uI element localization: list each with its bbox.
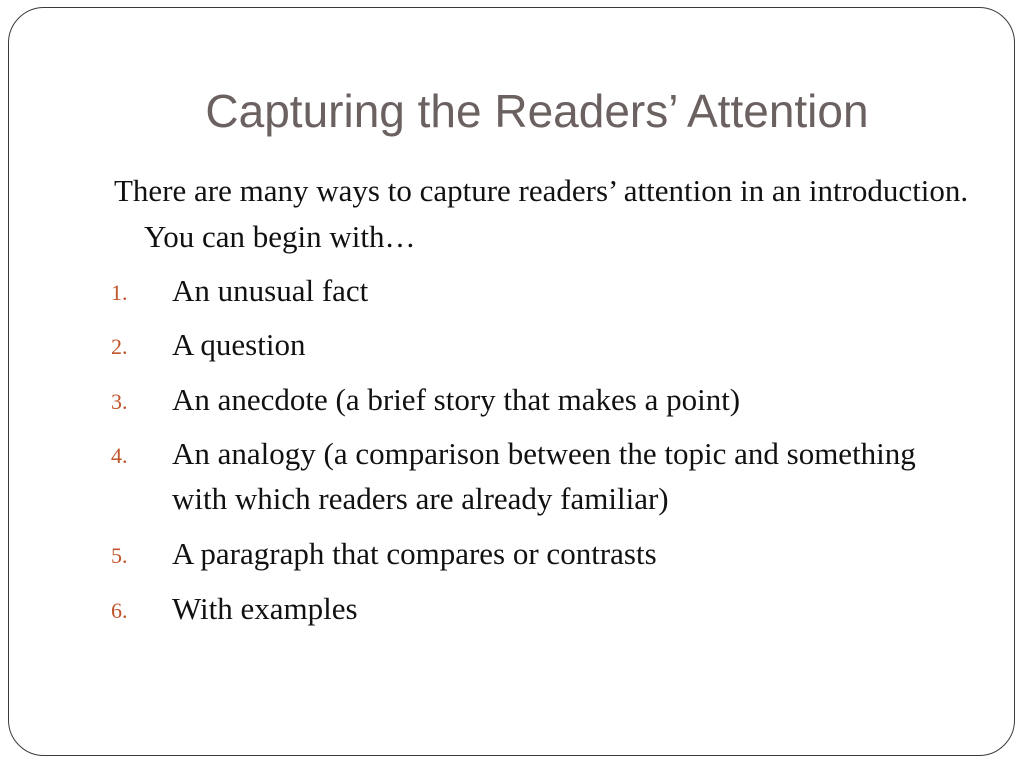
list-number: 2. <box>111 334 128 359</box>
list-text: With examples <box>172 591 358 626</box>
list-text: An unusual fact <box>172 273 369 308</box>
list-number: 1. <box>111 280 128 305</box>
list-number: 4. <box>111 443 128 468</box>
slide-title: Capturing the Readers’ Attention <box>205 85 869 137</box>
list-text: An anecdote (a brief story that makes a point) <box>172 382 741 417</box>
list-number: 6. <box>111 598 128 623</box>
list-text: An analogy (a comparison between the topic and something with which readers are already familiar) <box>172 436 916 516</box>
list-number: 5. <box>111 543 128 568</box>
intro-paragraph: There are many ways to capture readers’ attention in an introduction. You can begin with… <box>114 173 969 254</box>
list-number: 3. <box>111 389 128 414</box>
list-text: A question <box>172 327 306 362</box>
list-text: A paragraph that compares or contrasts <box>172 536 657 571</box>
